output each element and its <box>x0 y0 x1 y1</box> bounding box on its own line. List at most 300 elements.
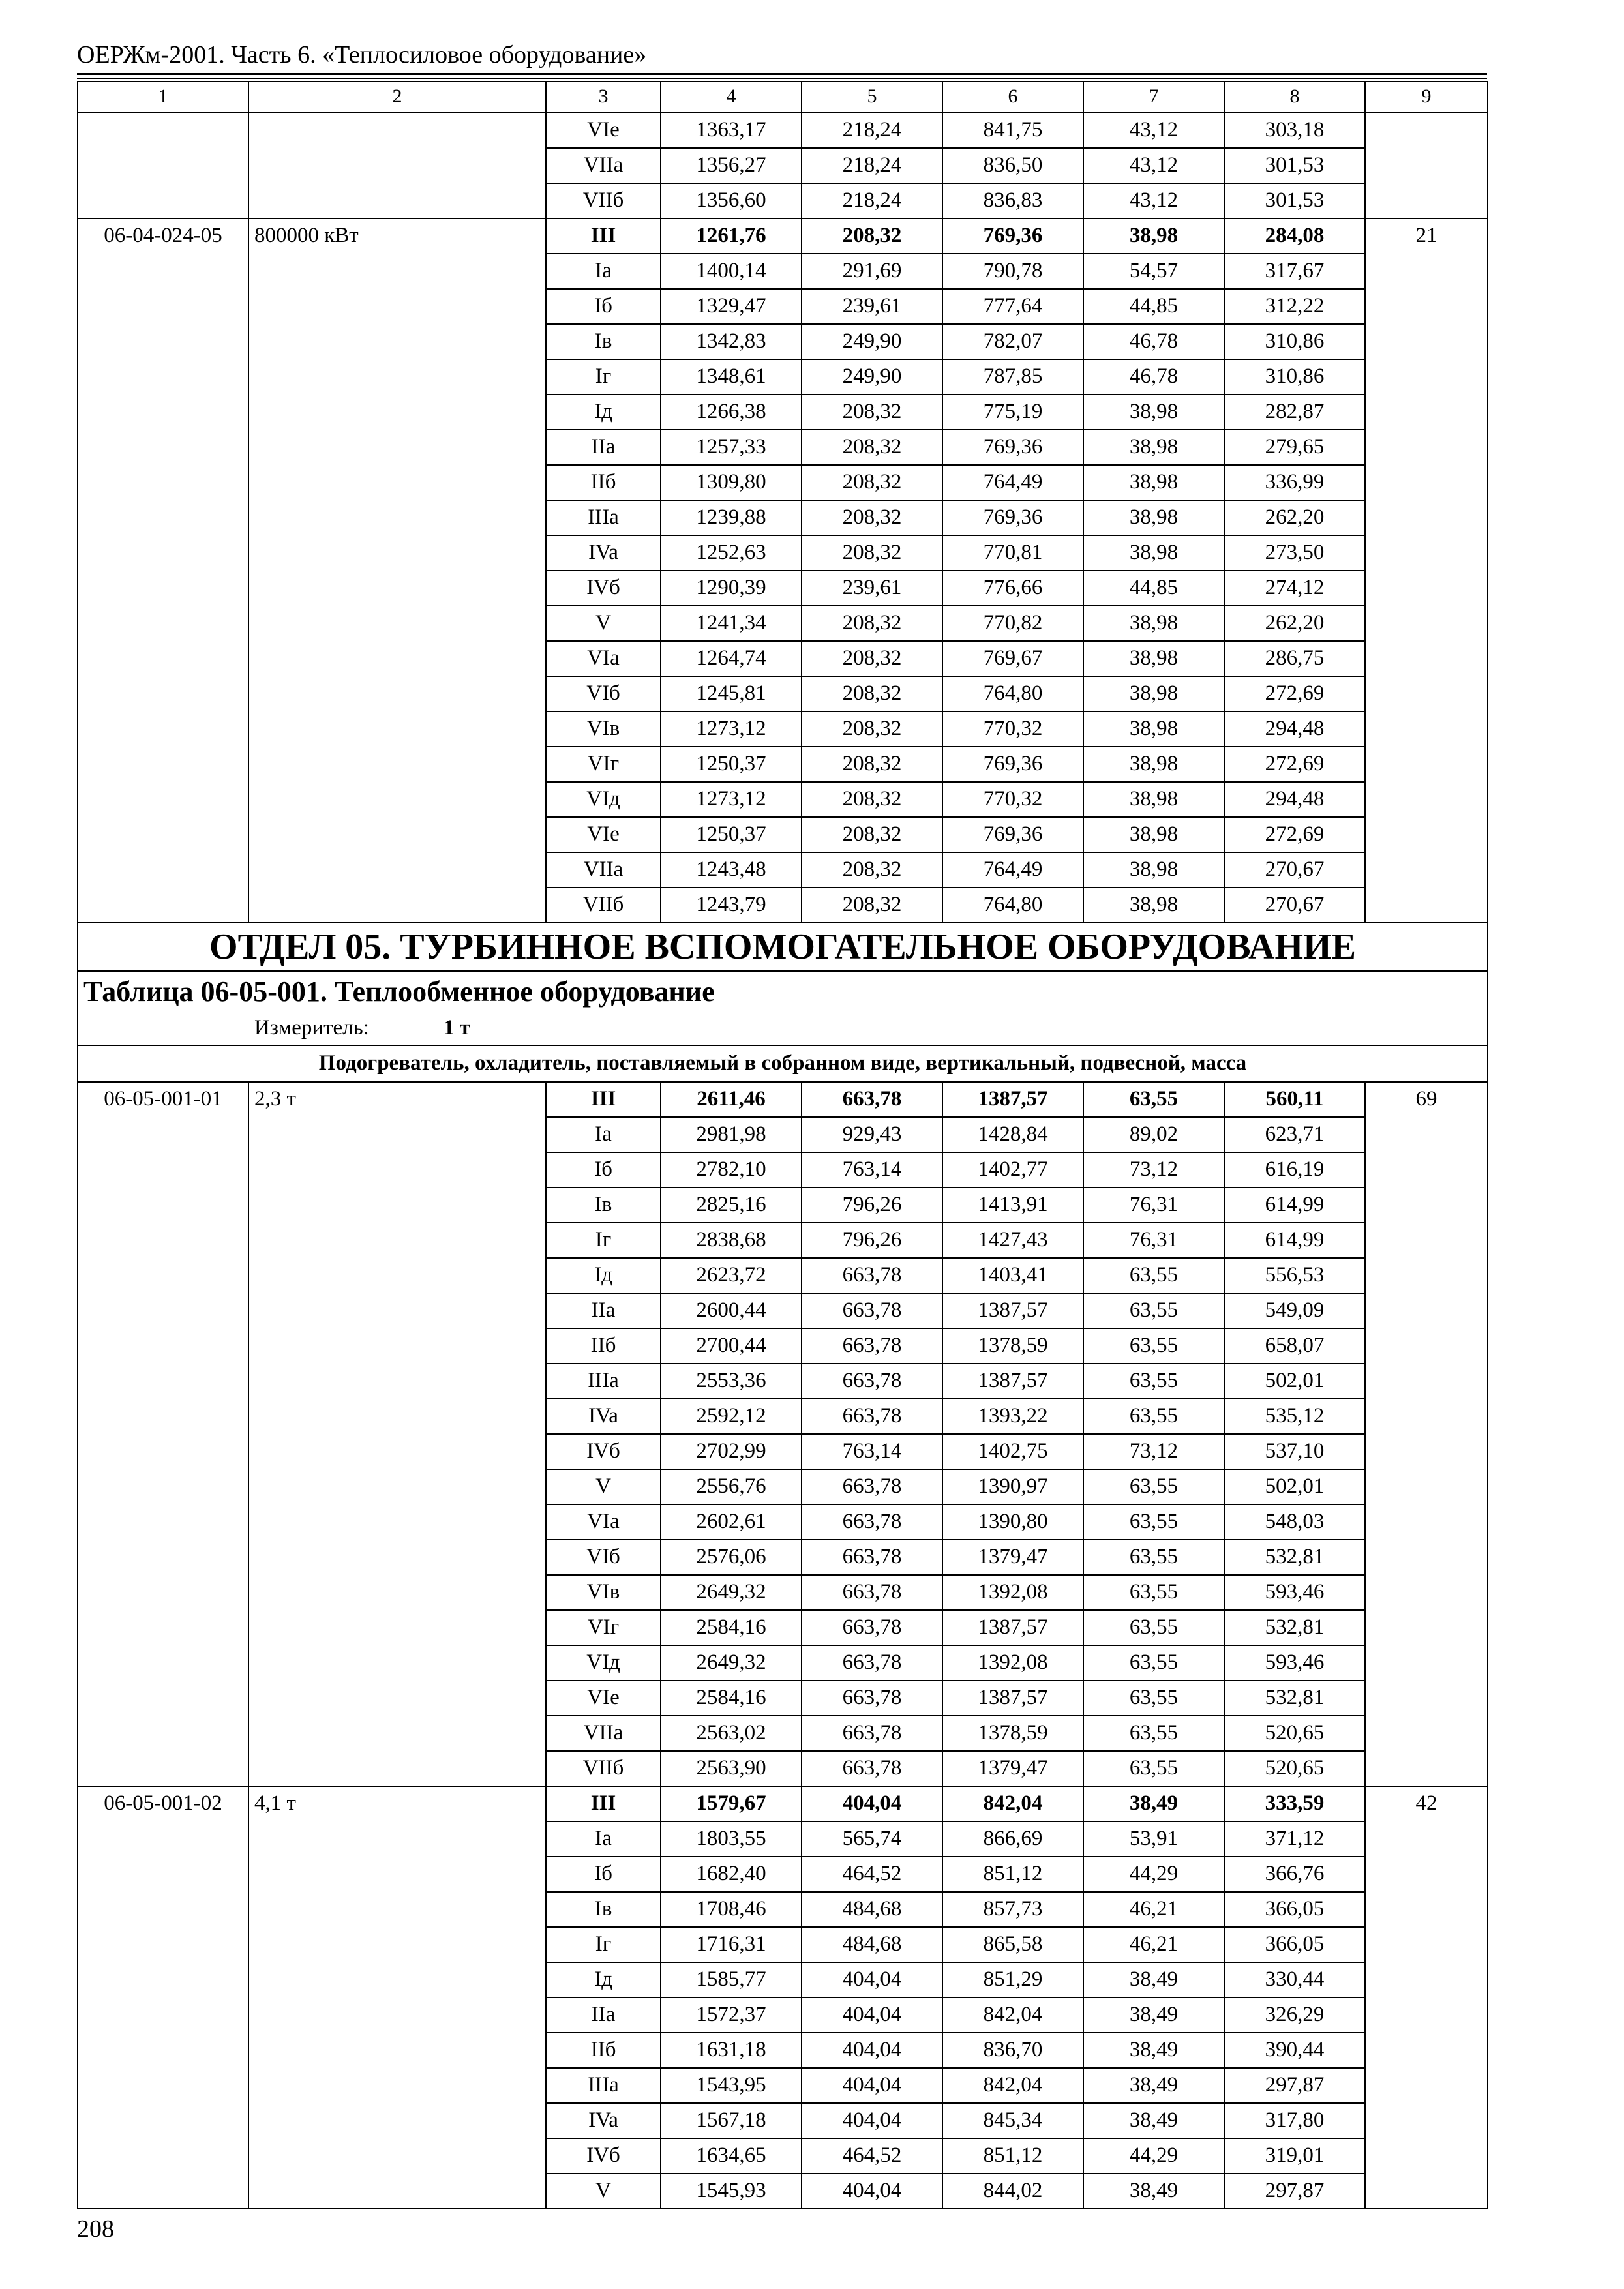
rate-name-cell <box>248 148 546 183</box>
table-row <box>78 747 1488 782</box>
labor-cost-cell: 663,78 <box>802 1681 942 1716</box>
labor-cost-cell: 404,04 <box>802 2033 942 2068</box>
price-zone-cell: Iд <box>546 1258 661 1293</box>
price-zone-cell: IIб <box>546 465 661 500</box>
rate-code-cell <box>78 1152 248 1188</box>
operator-wage-cell: 63,55 <box>1083 1399 1224 1434</box>
table-row <box>78 1927 1488 1962</box>
materials-cost-cell: 390,44 <box>1224 2033 1365 2068</box>
measure-row <box>78 1012 1488 1045</box>
operator-wage-cell: 73,12 <box>1083 1434 1224 1469</box>
price-zone-cell: Iг <box>546 1223 661 1258</box>
column-number: 6 <box>942 82 1083 113</box>
total-cost-cell: 1239,88 <box>661 500 802 535</box>
machine-cost-cell: 1402,75 <box>942 1434 1083 1469</box>
rate-name-cell <box>248 1399 546 1434</box>
table-row <box>78 1328 1488 1364</box>
machine-cost-cell: 1390,97 <box>942 1469 1083 1504</box>
total-cost-cell: 1329,47 <box>661 289 802 324</box>
machine-cost-cell: 1379,47 <box>942 1751 1083 1786</box>
materials-cost-cell: 294,48 <box>1224 782 1365 817</box>
operator-wage-cell: 44,85 <box>1083 571 1224 606</box>
total-cost-cell: 1273,12 <box>661 782 802 817</box>
table-row <box>78 1821 1488 1857</box>
unit-cost-cell <box>1365 2138 1488 2174</box>
table-title-row <box>78 971 1488 1012</box>
rate-name-cell <box>248 2138 546 2174</box>
rate-code-cell <box>78 1399 248 1434</box>
materials-cost-cell: 286,75 <box>1224 641 1365 676</box>
unit-cost-cell <box>1365 747 1488 782</box>
rate-name-cell <box>248 465 546 500</box>
machine-cost-cell: 764,49 <box>942 852 1083 888</box>
rate-code-cell <box>78 1681 248 1716</box>
unit-cost-cell <box>1365 711 1488 747</box>
total-cost-cell: 2825,16 <box>661 1188 802 1223</box>
total-cost-cell: 1803,55 <box>661 1821 802 1857</box>
labor-cost-cell: 663,78 <box>802 1399 942 1434</box>
materials-cost-cell: 366,76 <box>1224 1857 1365 1892</box>
materials-cost-cell: 366,05 <box>1224 1927 1365 1962</box>
materials-cost-cell: 326,29 <box>1224 1997 1365 2033</box>
rate-name-cell <box>248 1751 546 1786</box>
materials-cost-cell: 301,53 <box>1224 183 1365 218</box>
rate-name-cell <box>248 2174 546 2209</box>
labor-cost-cell: 208,32 <box>802 888 942 923</box>
operator-wage-cell: 43,12 <box>1083 183 1224 218</box>
operator-wage-cell: 46,21 <box>1083 1927 1224 1962</box>
labor-cost-cell: 404,04 <box>802 2174 942 2209</box>
rate-name-cell: 800000 кВт <box>248 218 546 254</box>
price-zone-cell: III <box>546 1786 661 1821</box>
price-zone-cell: VIa <box>546 1504 661 1540</box>
operator-wage-cell: 38,49 <box>1083 1962 1224 1997</box>
materials-cost-cell: 556,53 <box>1224 1258 1365 1293</box>
labor-cost-cell: 249,90 <box>802 324 942 359</box>
unit-cost-cell <box>1365 1364 1488 1399</box>
materials-cost-cell: 284,08 <box>1224 218 1365 254</box>
materials-cost-cell: 270,67 <box>1224 888 1365 923</box>
price-zone-cell: VIIб <box>546 183 661 218</box>
section-row <box>78 923 1488 971</box>
operator-wage-cell: 63,55 <box>1083 1082 1224 1117</box>
materials-cost-cell: 317,67 <box>1224 254 1365 289</box>
price-zone-cell: Iд <box>546 1962 661 1997</box>
price-zone-cell: Ia <box>546 1821 661 1857</box>
rate-name-cell <box>248 1540 546 1575</box>
price-zone-cell: III <box>546 1082 661 1117</box>
rate-code-cell <box>78 1892 248 1927</box>
operator-wage-cell: 63,55 <box>1083 1328 1224 1364</box>
unit-cost-cell <box>1365 1645 1488 1681</box>
header-rule <box>77 73 1487 75</box>
column-number: 4 <box>661 82 802 113</box>
price-zone-cell: VIб <box>546 676 661 711</box>
price-zone-cell: VIIб <box>546 1751 661 1786</box>
machine-cost-cell: 776,66 <box>942 571 1083 606</box>
labor-cost-cell: 464,52 <box>802 2138 942 2174</box>
unit-cost-cell <box>1365 1152 1488 1188</box>
total-cost-cell: 1682,40 <box>661 1857 802 1892</box>
rate-code-cell <box>78 1927 248 1962</box>
table-row <box>78 324 1488 359</box>
total-cost-cell: 1261,76 <box>661 218 802 254</box>
rate-code-cell <box>78 289 248 324</box>
rate-code-cell <box>78 1716 248 1751</box>
labor-cost-cell: 663,78 <box>802 1293 942 1328</box>
table-row <box>78 535 1488 571</box>
total-cost-cell: 2700,44 <box>661 1328 802 1364</box>
rate-code-cell <box>78 1962 248 1997</box>
table-row <box>78 711 1488 747</box>
rate-name-cell <box>248 289 546 324</box>
machine-cost-cell: 1392,08 <box>942 1645 1083 1681</box>
rate-name-cell <box>248 254 546 289</box>
labor-cost-cell: 663,78 <box>802 1645 942 1681</box>
labor-cost-cell: 208,32 <box>802 782 942 817</box>
rate-code-cell <box>78 1258 248 1293</box>
total-cost-cell: 1579,67 <box>661 1786 802 1821</box>
materials-cost-cell: 297,87 <box>1224 2174 1365 2209</box>
table-row <box>78 2033 1488 2068</box>
machine-cost-cell: 1387,57 <box>942 1681 1083 1716</box>
labor-cost-cell: 663,78 <box>802 1328 942 1364</box>
table-row <box>78 1857 1488 1892</box>
machine-cost-cell: 1393,22 <box>942 1399 1083 1434</box>
operator-wage-cell: 46,78 <box>1083 359 1224 395</box>
rate-name-cell <box>248 1117 546 1152</box>
unit-cost-cell <box>1365 641 1488 676</box>
materials-cost-cell: 262,20 <box>1224 606 1365 641</box>
unit-cost-cell <box>1365 1434 1488 1469</box>
operator-wage-cell: 38,98 <box>1083 782 1224 817</box>
price-zone-cell: VIд <box>546 1645 661 1681</box>
operator-wage-cell: 44,29 <box>1083 1857 1224 1892</box>
operator-wage-cell: 63,55 <box>1083 1575 1224 1610</box>
materials-cost-cell: 282,87 <box>1224 395 1365 430</box>
operator-wage-cell: 43,12 <box>1083 148 1224 183</box>
unit-cost-cell <box>1365 1962 1488 1997</box>
rate-name-cell <box>248 1997 546 2033</box>
rate-code-cell <box>78 254 248 289</box>
materials-cost-cell: 658,07 <box>1224 1328 1365 1364</box>
rate-code-cell <box>78 2138 248 2174</box>
labor-cost-cell: 291,69 <box>802 254 942 289</box>
operator-wage-cell: 38,98 <box>1083 500 1224 535</box>
materials-cost-cell: 303,18 <box>1224 113 1365 148</box>
rate-code-cell <box>78 324 248 359</box>
operator-wage-cell: 38,49 <box>1083 2033 1224 2068</box>
price-zone-cell: VIe <box>546 1681 661 1716</box>
rate-name-cell <box>248 888 546 923</box>
rate-name-cell <box>248 359 546 395</box>
rate-code-cell <box>78 1328 248 1364</box>
unit-cost-cell <box>1365 1258 1488 1293</box>
rate-code-cell <box>78 852 248 888</box>
rate-code-cell <box>78 1293 248 1328</box>
rate-name-cell <box>248 852 546 888</box>
rate-name-cell <box>248 1364 546 1399</box>
operator-wage-cell: 63,55 <box>1083 1540 1224 1575</box>
machine-cost-cell: 1413,91 <box>942 1188 1083 1223</box>
materials-cost-cell: 616,19 <box>1224 1152 1365 1188</box>
rate-name-cell <box>248 1716 546 1751</box>
page-number: 208 <box>77 2215 114 2243</box>
table-row <box>78 1962 1488 1997</box>
unit-cost-cell <box>1365 113 1488 148</box>
rate-code-cell <box>78 2103 248 2138</box>
unit-cost-cell <box>1365 1610 1488 1645</box>
total-cost-cell: 1290,39 <box>661 571 802 606</box>
total-cost-cell: 2981,98 <box>661 1117 802 1152</box>
rate-code-cell <box>78 500 248 535</box>
rates-table <box>77 81 1488 2209</box>
labor-cost-cell: 208,32 <box>802 641 942 676</box>
table-row <box>78 500 1488 535</box>
labor-cost-cell: 208,32 <box>802 395 942 430</box>
rate-code-cell <box>78 1223 248 1258</box>
machine-cost-cell: 769,36 <box>942 430 1083 465</box>
rate-name-cell <box>248 571 546 606</box>
total-cost-cell: 2563,90 <box>661 1751 802 1786</box>
total-cost-cell: 1708,46 <box>661 1892 802 1927</box>
operator-wage-cell: 38,98 <box>1083 852 1224 888</box>
rate-name-cell <box>248 2103 546 2138</box>
rate-code-cell: 06-04-024-05 <box>78 218 248 254</box>
unit-cost-cell: 42 <box>1365 1786 1488 1821</box>
labor-cost-cell: 663,78 <box>802 1504 942 1540</box>
materials-cost-cell: 319,01 <box>1224 2138 1365 2174</box>
rate-code-cell <box>78 1540 248 1575</box>
table-row <box>78 1152 1488 1188</box>
rate-name-cell <box>248 1223 546 1258</box>
total-cost-cell: 1250,37 <box>661 747 802 782</box>
rate-code-cell <box>78 113 248 148</box>
table-row <box>78 1751 1488 1786</box>
table-row <box>78 817 1488 852</box>
price-zone-cell: IIIa <box>546 2068 661 2103</box>
rate-name-cell <box>248 1469 546 1504</box>
rate-name-cell <box>248 113 546 148</box>
unit-cost-cell <box>1365 254 1488 289</box>
measure-label: Измеритель: <box>254 1016 369 1040</box>
materials-cost-cell: 532,81 <box>1224 1610 1365 1645</box>
rate-name-cell <box>248 324 546 359</box>
table-row <box>78 571 1488 606</box>
labor-cost-cell: 208,32 <box>802 676 942 711</box>
unit-cost-cell <box>1365 1469 1488 1504</box>
materials-cost-cell: 272,69 <box>1224 676 1365 711</box>
machine-cost-cell: 769,36 <box>942 747 1083 782</box>
rate-name-cell <box>248 1645 546 1681</box>
rate-name-cell: 4,1 т <box>248 1786 546 1821</box>
operator-wage-cell: 44,29 <box>1083 2138 1224 2174</box>
table-row <box>78 1575 1488 1610</box>
table-row <box>78 1892 1488 1927</box>
materials-cost-cell: 549,09 <box>1224 1293 1365 1328</box>
measure-cell <box>78 1012 1488 1045</box>
column-number: 1 <box>78 82 248 113</box>
operator-wage-cell: 63,55 <box>1083 1645 1224 1681</box>
rate-name-cell <box>248 1821 546 1857</box>
total-cost-cell: 1243,48 <box>661 852 802 888</box>
operator-wage-cell: 63,55 <box>1083 1751 1224 1786</box>
operator-wage-cell: 43,12 <box>1083 113 1224 148</box>
rate-name-cell: 2,3 т <box>248 1082 546 1117</box>
operator-wage-cell: 38,98 <box>1083 817 1224 852</box>
rate-code-cell <box>78 148 248 183</box>
unit-cost-cell <box>1365 430 1488 465</box>
unit-cost-cell <box>1365 183 1488 218</box>
rate-code-cell <box>78 711 248 747</box>
labor-cost-cell: 929,43 <box>802 1117 942 1152</box>
unit-cost-cell <box>1365 571 1488 606</box>
total-cost-cell: 1356,60 <box>661 183 802 218</box>
unit-cost-cell <box>1365 1504 1488 1540</box>
labor-cost-cell: 484,68 <box>802 1927 942 1962</box>
operator-wage-cell: 38,49 <box>1083 1997 1224 2033</box>
operator-wage-cell: 76,31 <box>1083 1223 1224 1258</box>
total-cost-cell: 1363,17 <box>661 113 802 148</box>
machine-cost-cell: 769,36 <box>942 218 1083 254</box>
table-row <box>78 1188 1488 1223</box>
column-number: 3 <box>546 82 661 113</box>
labor-cost-cell: 663,78 <box>802 1751 942 1786</box>
machine-cost-cell: 844,02 <box>942 2174 1083 2209</box>
total-cost-cell: 2702,99 <box>661 1434 802 1469</box>
rate-name-cell <box>248 1328 546 1364</box>
price-zone-cell: Iб <box>546 1857 661 1892</box>
section-title: ОТДЕЛ 05. ТУРБИННОЕ ВСПОМОГАТЕЛЬНОЕ ОБОРУДОВАНИЕ <box>78 923 1488 971</box>
table-row <box>78 218 1488 254</box>
materials-cost-cell: 333,59 <box>1224 1786 1365 1821</box>
total-cost-cell: 2649,32 <box>661 1575 802 1610</box>
rate-name-cell <box>248 1575 546 1610</box>
rate-code-cell <box>78 1610 248 1645</box>
rate-name-cell <box>248 1293 546 1328</box>
table-row <box>78 1540 1488 1575</box>
total-cost-cell: 2623,72 <box>661 1258 802 1293</box>
materials-cost-cell: 614,99 <box>1224 1188 1365 1223</box>
table-row <box>78 1434 1488 1469</box>
rate-name-cell <box>248 183 546 218</box>
total-cost-cell: 2556,76 <box>661 1469 802 1504</box>
operator-wage-cell: 38,49 <box>1083 1786 1224 1821</box>
unit-cost-cell <box>1365 1293 1488 1328</box>
operator-wage-cell: 53,91 <box>1083 1821 1224 1857</box>
unit-cost-cell <box>1365 1575 1488 1610</box>
rate-name-cell <box>248 1152 546 1188</box>
rate-code-cell <box>78 782 248 817</box>
total-cost-cell: 1264,74 <box>661 641 802 676</box>
price-zone-cell: Ia <box>546 254 661 289</box>
unit-cost-cell <box>1365 2174 1488 2209</box>
table-row <box>78 289 1488 324</box>
page-header: ОЕРЖм-2001. Часть 6. «Теплосиловое оборудование» <box>77 41 647 68</box>
materials-cost-cell: 593,46 <box>1224 1575 1365 1610</box>
total-cost-cell: 1252,63 <box>661 535 802 571</box>
operator-wage-cell: 38,49 <box>1083 2068 1224 2103</box>
unit-cost-cell <box>1365 289 1488 324</box>
total-cost-cell: 1567,18 <box>661 2103 802 2138</box>
rate-code-cell <box>78 2068 248 2103</box>
unit-cost-cell <box>1365 1117 1488 1152</box>
materials-cost-cell: 270,67 <box>1224 852 1365 888</box>
operator-wage-cell: 63,55 <box>1083 1610 1224 1645</box>
materials-cost-cell: 520,65 <box>1224 1751 1365 1786</box>
total-cost-cell: 2576,06 <box>661 1540 802 1575</box>
rate-code-cell <box>78 1364 248 1399</box>
materials-cost-cell: 317,80 <box>1224 2103 1365 2138</box>
table-row <box>78 782 1488 817</box>
labor-cost-cell: 218,24 <box>802 148 942 183</box>
table-row <box>78 465 1488 500</box>
rate-code-cell <box>78 1117 248 1152</box>
table-row <box>78 1645 1488 1681</box>
machine-cost-cell: 836,70 <box>942 2033 1083 2068</box>
total-cost-cell: 2553,36 <box>661 1364 802 1399</box>
rate-name-cell <box>248 430 546 465</box>
total-cost-cell: 2649,32 <box>661 1645 802 1681</box>
rate-name-cell <box>248 817 546 852</box>
operator-wage-cell: 38,98 <box>1083 676 1224 711</box>
machine-cost-cell: 836,50 <box>942 148 1083 183</box>
operator-wage-cell: 38,98 <box>1083 218 1224 254</box>
labor-cost-cell: 484,68 <box>802 1892 942 1927</box>
machine-cost-cell: 1392,08 <box>942 1575 1083 1610</box>
price-zone-cell: IIб <box>546 1328 661 1364</box>
materials-cost-cell: 548,03 <box>1224 1504 1365 1540</box>
price-zone-cell: IIб <box>546 2033 661 2068</box>
column-number: 9 <box>1365 82 1488 113</box>
machine-cost-cell: 769,36 <box>942 817 1083 852</box>
rate-name-cell <box>248 606 546 641</box>
total-cost-cell: 1631,18 <box>661 2033 802 2068</box>
unit-cost-cell <box>1365 324 1488 359</box>
table-row <box>78 254 1488 289</box>
machine-cost-cell: 764,49 <box>942 465 1083 500</box>
unit-cost-cell <box>1365 1223 1488 1258</box>
price-zone-cell: IVб <box>546 2138 661 2174</box>
table-row <box>78 1258 1488 1293</box>
operator-wage-cell: 38,98 <box>1083 641 1224 676</box>
operator-wage-cell: 44,85 <box>1083 289 1224 324</box>
column-numbers-row <box>78 82 1488 113</box>
materials-cost-cell: 532,81 <box>1224 1681 1365 1716</box>
total-cost-cell: 1356,27 <box>661 148 802 183</box>
table-row <box>78 1997 1488 2033</box>
operator-wage-cell: 76,31 <box>1083 1188 1224 1223</box>
total-cost-cell: 1266,38 <box>661 395 802 430</box>
materials-cost-cell: 301,53 <box>1224 148 1365 183</box>
materials-cost-cell: 312,22 <box>1224 289 1365 324</box>
unit-cost-cell <box>1365 535 1488 571</box>
materials-cost-cell: 520,65 <box>1224 1716 1365 1751</box>
materials-cost-cell: 502,01 <box>1224 1364 1365 1399</box>
price-zone-cell: IVб <box>546 571 661 606</box>
price-zone-cell: Iд <box>546 395 661 430</box>
labor-cost-cell: 404,04 <box>802 1997 942 2033</box>
rate-name-cell <box>248 1188 546 1223</box>
operator-wage-cell: 38,98 <box>1083 535 1224 571</box>
table-subtitle: Подогреватель, охладитель, поставляемый в собранном виде, вертикальный, подвесной, масса <box>78 1045 1488 1082</box>
labor-cost-cell: 208,32 <box>802 430 942 465</box>
operator-wage-cell: 63,55 <box>1083 1681 1224 1716</box>
machine-cost-cell: 1378,59 <box>942 1328 1083 1364</box>
operator-wage-cell: 38,98 <box>1083 465 1224 500</box>
labor-cost-cell: 404,04 <box>802 2103 942 2138</box>
total-cost-cell: 1572,37 <box>661 1997 802 2033</box>
